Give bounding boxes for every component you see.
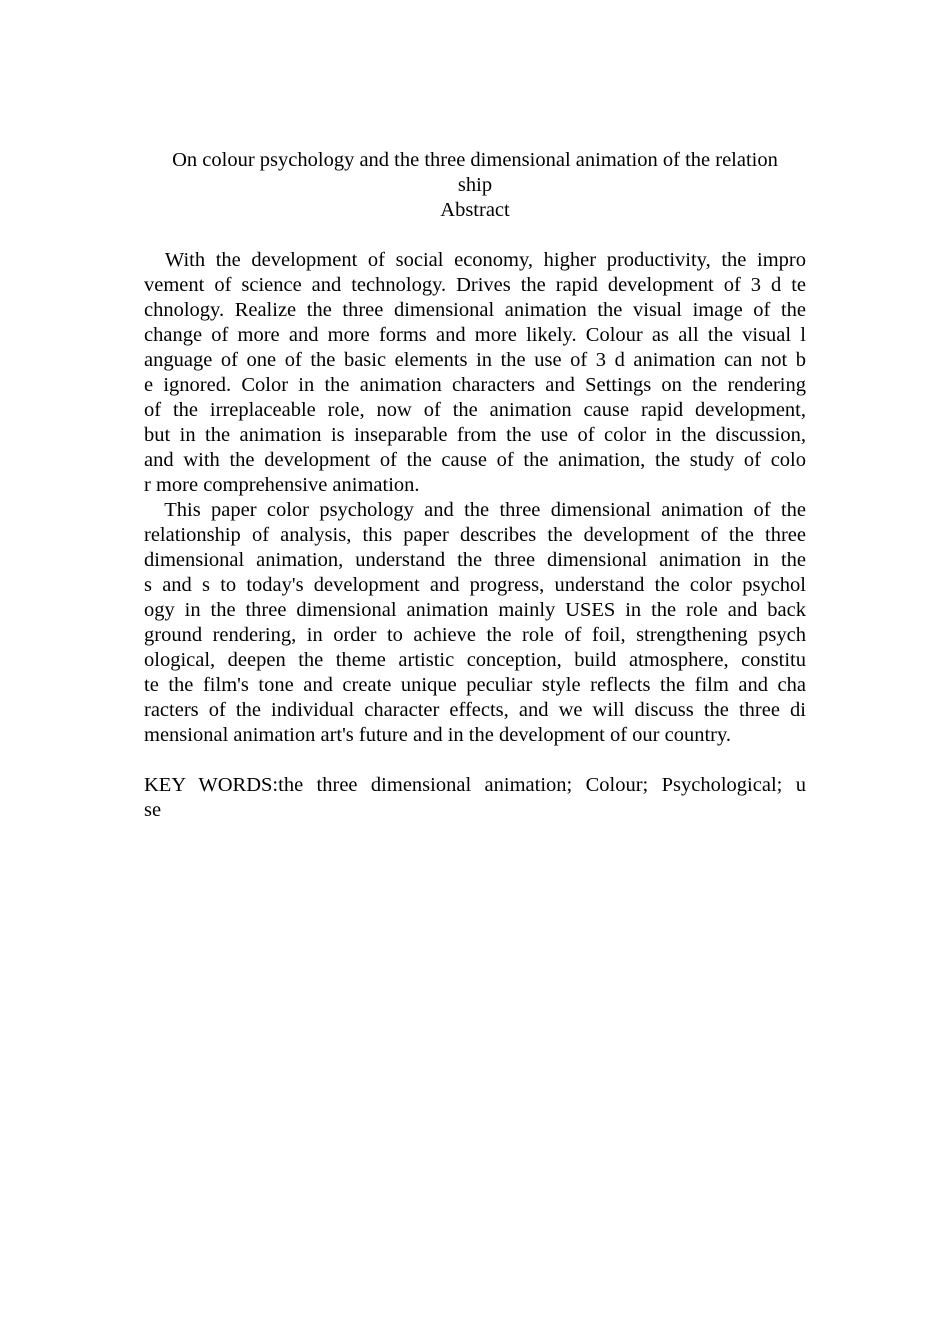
paragraph-line: dimensional animation, understand the three dimensional animation in the — [144, 549, 806, 571]
paragraph-line: With the development of social economy, higher productivity, the impro — [144, 249, 806, 271]
paragraph-line: te the film's tone and create unique peculiar style reflects the film and cha — [144, 674, 806, 696]
paragraph-line: and with the development of the cause of the animation, the study of colo — [144, 449, 806, 471]
paragraph-line: but in the animation is inseparable from the use of color in the discussion, — [144, 424, 806, 446]
paragraph-line: racters of the individual character effects, and we will discuss the three di — [144, 699, 806, 721]
paragraph-line: r more comprehensive animation. — [144, 474, 420, 496]
title-line-2: ship — [457, 174, 493, 196]
abstract-paragraph-2 — [144, 498, 806, 748]
paragraph-line: relationship of analysis, this paper describes the development of the three — [144, 524, 806, 546]
keywords-block — [144, 773, 806, 823]
paragraph-line: vement of science and technology. Drives the rapid development of 3 d te — [144, 274, 806, 296]
title-line-1: On colour psychology and the three dimensional animation of the relation — [172, 149, 778, 171]
paragraph-line: e ignored. Color in the animation characters and Settings on the rendering — [144, 374, 806, 396]
paragraph-line: ogy in the three dimensional animation mainly USES in the role and back — [144, 599, 806, 621]
paragraph-line: ological, deepen the theme artistic conception, build atmosphere, constitu — [144, 649, 806, 671]
paragraph-line: change of more and more forms and more likely. Colour as all the visual l — [144, 324, 806, 346]
abstract-heading: Abstract — [440, 199, 510, 221]
paragraph-line: ground rendering, in order to achieve the role of foil, strengthening psych — [144, 624, 806, 646]
paragraph-line: mensional animation art's future and in the development of our country. — [144, 724, 732, 746]
abstract-paragraph-1 — [144, 248, 806, 498]
spacer — [144, 748, 806, 773]
paragraph-line: This paper color psychology and the three dimensional animation of the — [144, 499, 806, 521]
keywords-line-2: se — [144, 799, 162, 821]
paragraph-line: anguage of one of the basic elements in the use of 3 d animation can not b — [144, 349, 806, 371]
paragraph-line: chnology. Realize the three dimensional animation the visual image of the — [144, 299, 806, 321]
paragraph-line: s and s to today's development and progress, understand the color psychol — [144, 574, 806, 596]
spacer — [144, 223, 806, 248]
title-block — [144, 148, 806, 223]
paragraph-line: of the irreplaceable role, now of the animation cause rapid development, — [144, 399, 806, 421]
document-page — [144, 148, 806, 823]
keywords-line-1: KEY WORDS:the three dimensional animation; Colour; Psychological; u — [144, 774, 806, 796]
